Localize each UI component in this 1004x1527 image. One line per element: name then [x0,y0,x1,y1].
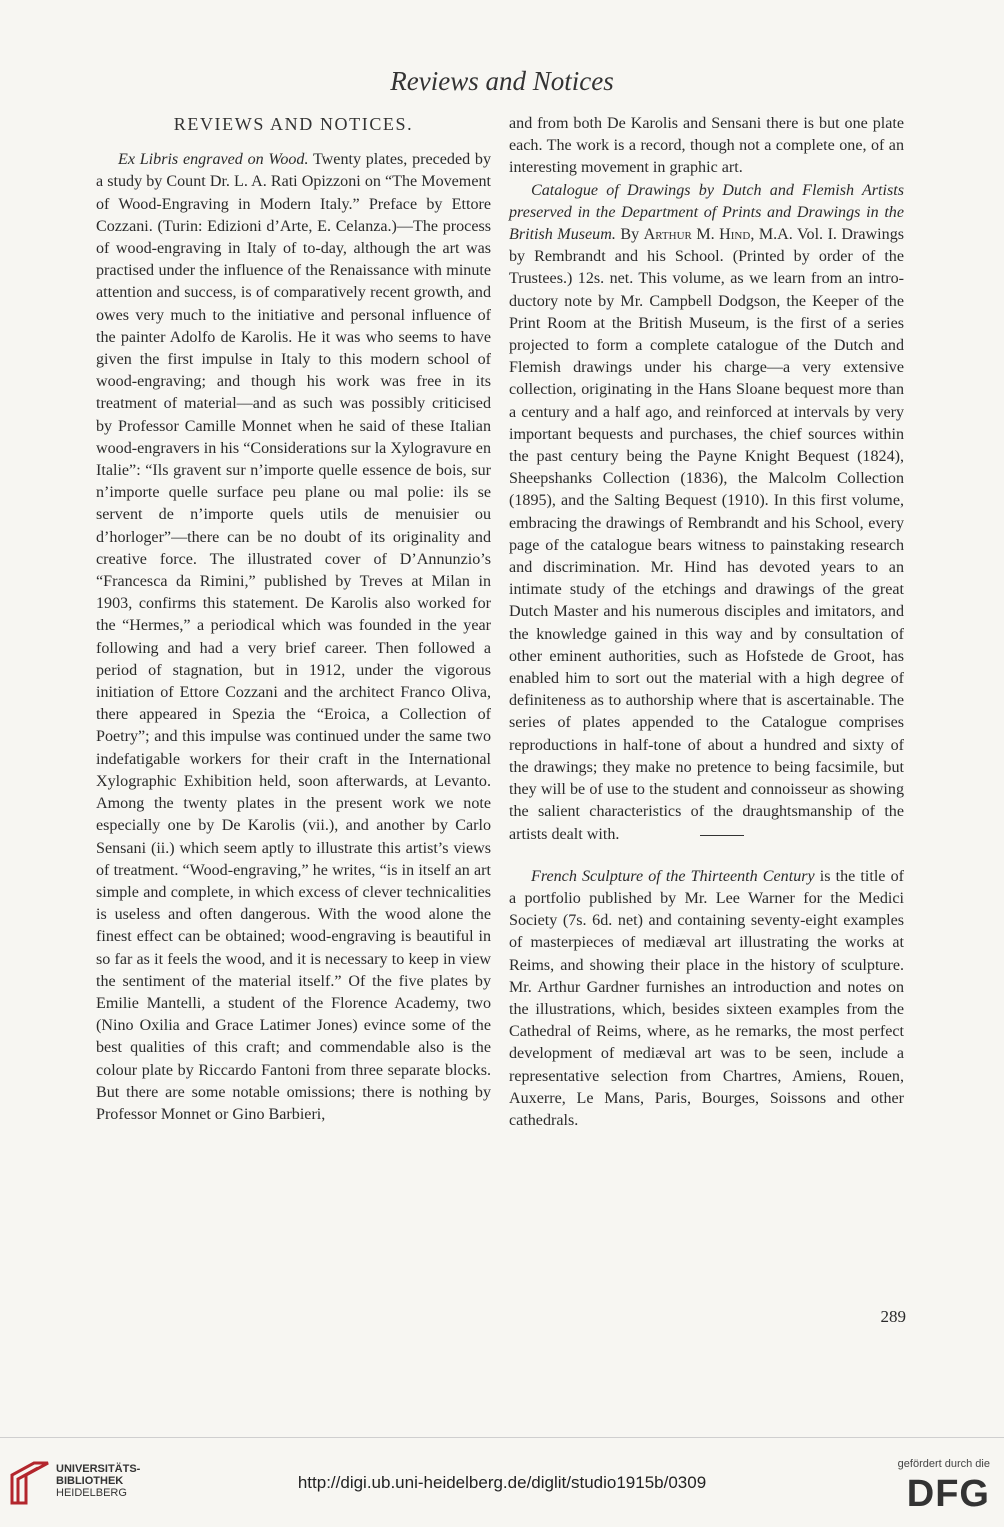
funder-block [880,1458,990,1514]
dfg-logo: DFG [906,1473,990,1515]
right-column [509,113,904,1132]
page-number: 289 [880,1307,906,1326]
review-title-catalogue: Catalogue of Drawings by Dutch and Flemish Artists preserved in the Department of Prints and Drawings in the British Museum. [509,181,904,244]
review-french-sculpture [509,866,904,1132]
library-name-line1: UNIVERSITÄTS- [56,1463,141,1475]
funder-note: gefördert durch die [897,1458,990,1470]
review-title-french-sculpture: French Sculpture of the Thirteenth Century [531,867,815,885]
section-heading: REVIEWS AND NOTICES. [173,114,414,134]
library-name-line2: BIBLIOTHEK [56,1475,124,1487]
review-author: Arthur M. Hind [643,226,751,244]
review-title-ex-libris: Ex Libris engraved on Wood. [118,151,309,169]
left-column [96,113,491,1126]
review-body-ex-libris: Twenty plates, preceded by a study by Count Dr. L. A. Rati Opizzoni on “The Movement of Wood-Engraving in Modern Italy.” Preface by Ettore Cozzani. (Turin: Edizioni d’Arte, E. Celanza.)—The process of wood-engraving in Italy of to-day, although the art was practised under the influence of the Renaissance with minute attention and success, is of comparatively recent growth, and owes very much to the initiative and personal influence of the painter Adolfo de Karolis. He it was who seems to have given the first impulse in Italy to this modern school of wood-engraving; and though his work was free in its treatment of material—and as such was possibly criticised by Professor Camille Monnet when he said of these Italian wood-engravers in his “Considerations sur la Xylogravure en Italie”: “Ils gravent sur n’importe quelle essence de bois, sur n’importe quelle surface peu plane ou mal polie: ils se servent de n’importe quels utils de menuisier ou d’horloger”—there can be no doubt of its originality and creative force. The illustrated cover of D’Annunzio’s “Francesca da Rimini,” published by Treves at Milan in 1903, confirms this statement. De Karolis also worked for the “Hermes,” a periodical which was founded in the year following and had a very brief career. Then followed a period of stagnation, but in 1912, under the vigorous initiation of Ettore Cozzani and the architect Franco Oliva, there appeared in Spezia the “Eroica, a Collection of Poetry”; and this impulse was continued under the same two indefatigable workers for their craft in the International Xylographic Exhibition held, soon afterwards, at Levanto. Among the twenty plates in the present work we note especially one by De Karolis (vii.), and another by Carlo Sensani (ii.) which seem aptly to illustrate this artist’s views of treatment. “Wood-engraving,” he writes, “is in itself an art simple and complete, in which excess of clever technicalities is useless and often dangerous. With the wood alone the finest effect can be obtained; wood-engraving is beautiful in so far as it feels the wood, and it is necessary to keep in view the sentiment of the material itself.” Of the five plates by Emilie Mantelli, a student of the Florence Academy, two (Nino Oxilia and Grace Latimer Jones) evince some of the best qualities of this craft; and commendable also is the colour plate by Riccardo Fantoni from three separate blocks. But there are some notable omissions; there is nothing by Professor Monnet or Gino Barbieri, [96,151,491,1123]
review-ex-libris [96,149,491,1126]
running-head: Reviews and Notices [390,66,614,96]
review-dutch-flemish-catalogue [509,180,904,846]
source-url[interactable]: http://digi.ub.uni-heidelberg.de/diglit/studio1915b/0309 [297,1473,707,1492]
section-divider [700,835,744,836]
library-name-line3: HEIDELBERG [56,1487,127,1499]
footer-divider [0,1437,1004,1438]
review-body-french-sculpture: is the title of a portfolio published by Mr. Lee Warner for the Medici Society (7s. 6d. net) and containing seventy-eight examples of masterpieces of mediæval art illustrating the works at Reims, and showing their place in the history of sculpture. Mr. Arthur Gardner furnishes an introduction and notes on the illustrations, which, besides sixteen examples from the Cathedral of Reims, where, as he remarks, the most perfect development of mediæval art was to be seen, include a representative selection from Chartres, Amiens, Rouen, Auxerre, Le Mans, Paris, Bourges, Soissons and other cathedrals. [509,867,904,1129]
review-ex-libris-continued: and from both De Karolis and Sensani there is but one plate each. The work is a record, though not a complete one, of an interesting movement in graphic art. [509,115,904,177]
review-by: By [615,226,644,244]
review-body-catalogue: , M.A. Vol. I. Drawings by Rembrandt and his School. (Printed by order of the Trustees.) 12s. net. This volume, as we learn from an introductory note by Mr. Campbell Dodgson, the Keeper of the Print Room at the British Museum, is the first of a series projected to form a complete catalogue of the Dutch and Flemish drawings under his charge—a very extensive collection, originating in the Hans Sloane bequest more than a century and a half ago, and reinforced at intervals by very important bequests and purchases, the chief sources within the past century being the Payne Knight Bequest (1824), Sheepshanks Collection (1836), the Malcolm Collection (1895), and the Salting Bequest (1910). In this first volume, embracing the drawings of Rembrandt and his School, every page of the catalogue bears witness to painstaking research and discrimination. Mr. Hind has devoted years to an intimate study of the etchings and drawings of the great Dutch Master and his numerous disciples and imitators, and the knowledge gained in this way and by consultation of other eminent authorities, such as Hofstede de Groot, has enabled him to sort out the material with a high degree of definiteness as to authorship where that is ascertainable. The series of plates appended to the Catalogue comprises reproductions in half-tone of about a hundred and sixty of the drawings; they make no pretence to being facsimile, but they will be of use to the student and connoisseur as showing the salient characteristics of the draughtsmanship of the artists dealt with. [509,226,905,843]
